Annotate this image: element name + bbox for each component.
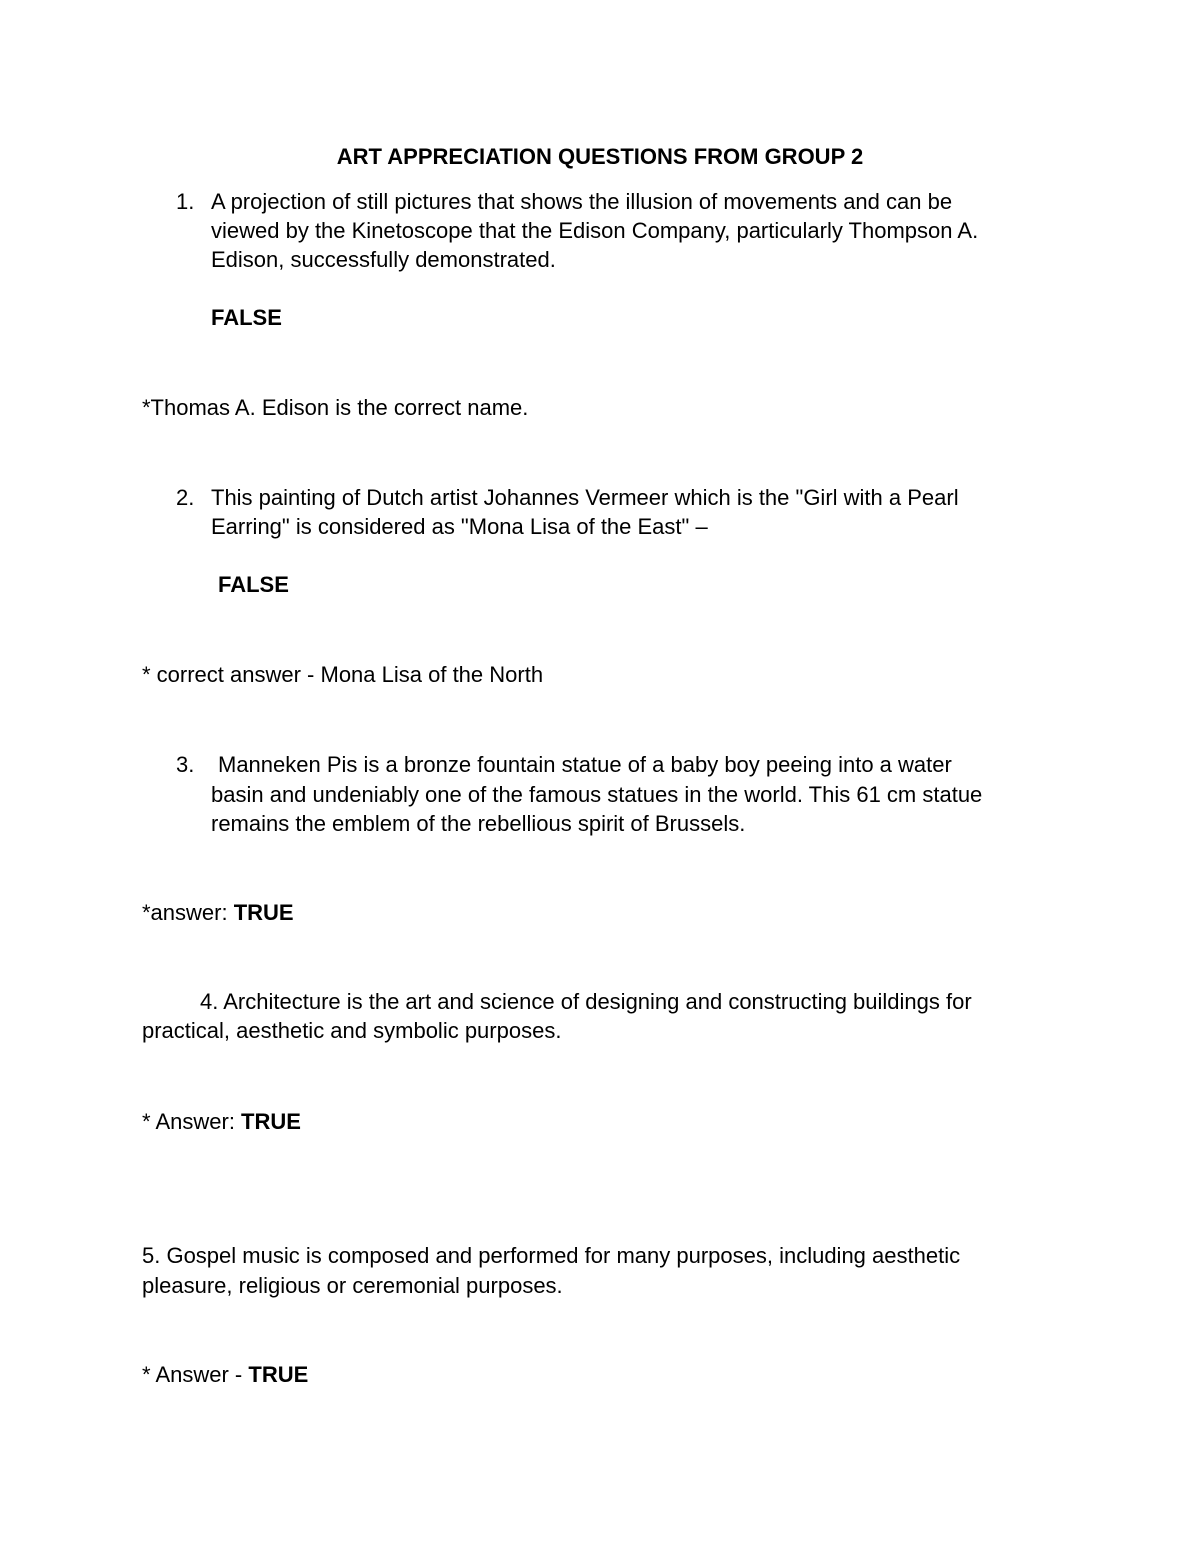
q4-line-1: 4. Architecture is the art and science of designing and constructing buildings for (200, 989, 972, 1014)
q4-answer: TRUE (241, 1109, 301, 1134)
q1-line-3: Edison, successfully demonstrated. (211, 247, 556, 272)
q3-answer-prefix: *answer: (142, 900, 234, 925)
document-title: ART APPRECIATION QUESTIONS FROM GROUP 2 (336, 144, 864, 169)
q1-note: *Thomas A. Edison is the correct name. (142, 395, 529, 420)
q2-line-2: Earring" is considered as "Mona Lisa of the East" – (211, 514, 708, 539)
q3-number: 3. (176, 752, 195, 777)
q5-answer: TRUE (248, 1362, 309, 1387)
q5-answer-prefix: * Answer - (142, 1362, 249, 1387)
q2-number: 2. (176, 485, 195, 510)
q1-answer: FALSE (211, 305, 282, 330)
q4-answer-prefix: * Answer: (142, 1109, 242, 1134)
q3-answer-line (142, 898, 294, 928)
q2-line-1: This painting of Dutch artist Johannes Vermeer which is the "Girl with a Pearl (211, 485, 959, 510)
q3-line-2: basin and undeniably one of the famous statues in the world. This 61 cm statue (211, 782, 983, 807)
q2-note: * correct answer - Mona Lisa of the North (142, 662, 544, 687)
q4-answer-line (142, 1107, 301, 1137)
q5-line-1: 5. Gospel music is composed and performed for many purposes, including aesthetic (142, 1243, 961, 1268)
q3-line-3: remains the emblem of the rebellious spirit of Brussels. (211, 811, 746, 836)
q4-line-2: practical, aesthetic and symbolic purposes. (142, 1018, 562, 1043)
q5-answer-line (142, 1360, 308, 1390)
q1-line-1: A projection of still pictures that shows the illusion of movements and can be (211, 189, 953, 214)
q5-line-2: pleasure, religious or ceremonial purposes. (142, 1273, 563, 1298)
q3-line-1: Manneken Pis is a bronze fountain statue of a baby boy peeing into a water (218, 752, 952, 777)
q2-answer: FALSE (218, 572, 289, 597)
q1-number: 1. (176, 189, 195, 214)
q1-line-2: viewed by the Kinetoscope that the Edison Company, particularly Thompson A. (211, 218, 979, 243)
q3-answer: TRUE (233, 900, 294, 925)
